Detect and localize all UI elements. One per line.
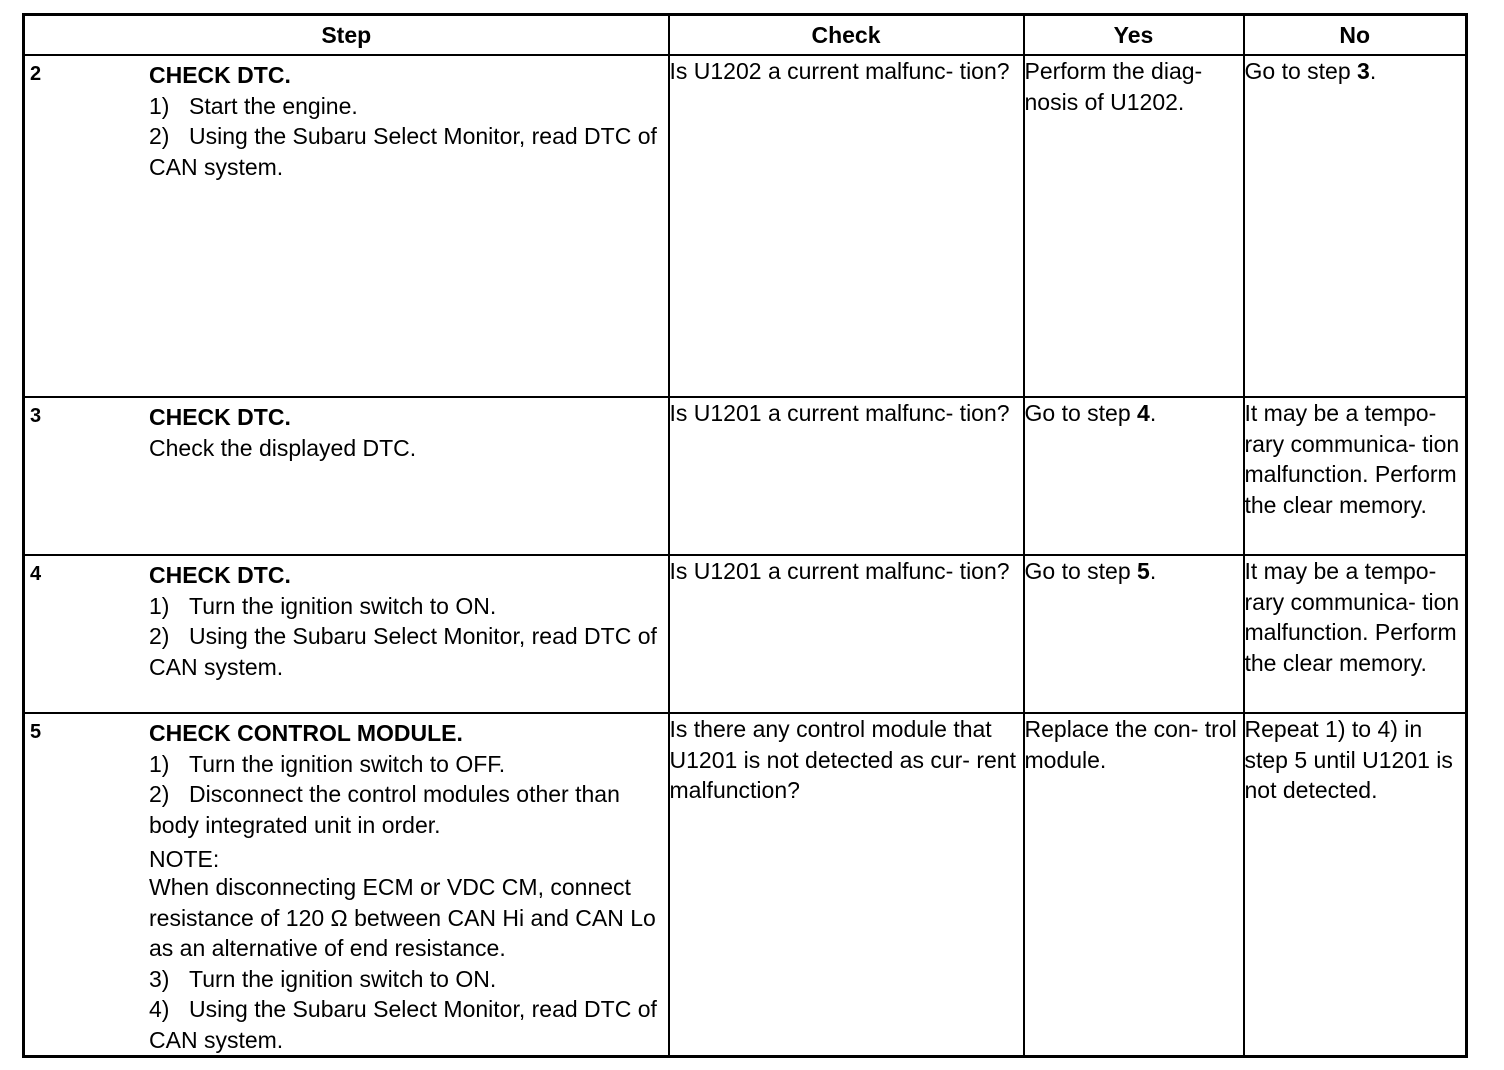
- yes-cell: Go to step 4.: [1024, 397, 1244, 555]
- step-cell: [24, 397, 669, 555]
- step-number: 2: [30, 63, 42, 85]
- step-instruction: Check the displayed DTC.: [149, 434, 417, 461]
- step-instruction: 1) Turn the ignition switch to ON.: [149, 592, 497, 619]
- no-cell: Go to step 3.: [1244, 55, 1467, 397]
- header-step: Step: [24, 15, 669, 56]
- table-row: [24, 713, 1467, 1057]
- step-cell: [24, 555, 669, 713]
- step-instruction: 1) Start the engine.: [149, 92, 358, 119]
- table-row: [24, 397, 1467, 555]
- step-cell: [24, 55, 669, 397]
- yes-cell: Go to step 5.: [1024, 555, 1244, 713]
- table-row: [24, 555, 1467, 713]
- yes-cell: Replace the con- trol module.: [1024, 713, 1244, 1057]
- table-row: [24, 55, 1467, 397]
- step-instruction: 1) Turn the ignition switch to OFF.: [149, 750, 506, 777]
- step-instruction: 4) Using the Subaru Select Monitor, read DTC of CAN system.: [149, 996, 657, 1053]
- step-number: 3: [30, 405, 42, 427]
- no-cell: It may be a tempo- rary communica- tion malfunction. Perform the clear memory.: [1244, 555, 1467, 713]
- step-title: CHECK CONTROL MODULE.: [149, 720, 463, 746]
- step-instruction: 2) Using the Subaru Select Monitor, read DTC of CAN system.: [149, 623, 657, 680]
- step-title: CHECK DTC.: [149, 62, 291, 88]
- note-label: NOTE:: [149, 846, 220, 872]
- step-instruction: 3) Turn the ignition switch to ON.: [149, 965, 497, 992]
- check-cell: Is U1202 a current malfunc- tion?: [669, 55, 1024, 397]
- no-cell: It may be a tempo- rary communica- tion malfunction. Perform the clear memory.: [1244, 397, 1467, 555]
- no-cell: Repeat 1) to 4) in step 5 until U1201 is not detected.: [1244, 713, 1467, 1057]
- header-check: Check: [669, 15, 1024, 56]
- check-cell: Is U1201 a current malfunc- tion?: [669, 397, 1024, 555]
- step-number: 4: [30, 563, 42, 585]
- check-cell: Is there any control module that U1201 is not detected as cur- rent malfunction?: [669, 713, 1024, 1057]
- header-row: [24, 15, 1467, 56]
- header-yes: Yes: [1024, 15, 1244, 56]
- yes-cell: Perform the diag- nosis of U1202.: [1024, 55, 1244, 397]
- step-title: CHECK DTC.: [149, 562, 291, 588]
- note-text: When disconnecting ECM or VDC CM, connect resistance of 120 Ω between CAN Hi and CAN Lo as an alternative of end resistance.: [149, 874, 656, 961]
- step-instruction: 2) Disconnect the control modules other than body integrated unit in order.: [149, 781, 620, 838]
- step-title: CHECK DTC.: [149, 404, 291, 430]
- step-number: 5: [30, 721, 42, 743]
- step-cell: [24, 713, 669, 1057]
- check-cell: Is U1201 a current malfunc- tion?: [669, 555, 1024, 713]
- header-no: No: [1244, 15, 1467, 56]
- step-instruction: 2) Using the Subaru Select Monitor, read DTC of CAN system.: [149, 123, 657, 180]
- diagnostic-table: [22, 13, 1468, 1058]
